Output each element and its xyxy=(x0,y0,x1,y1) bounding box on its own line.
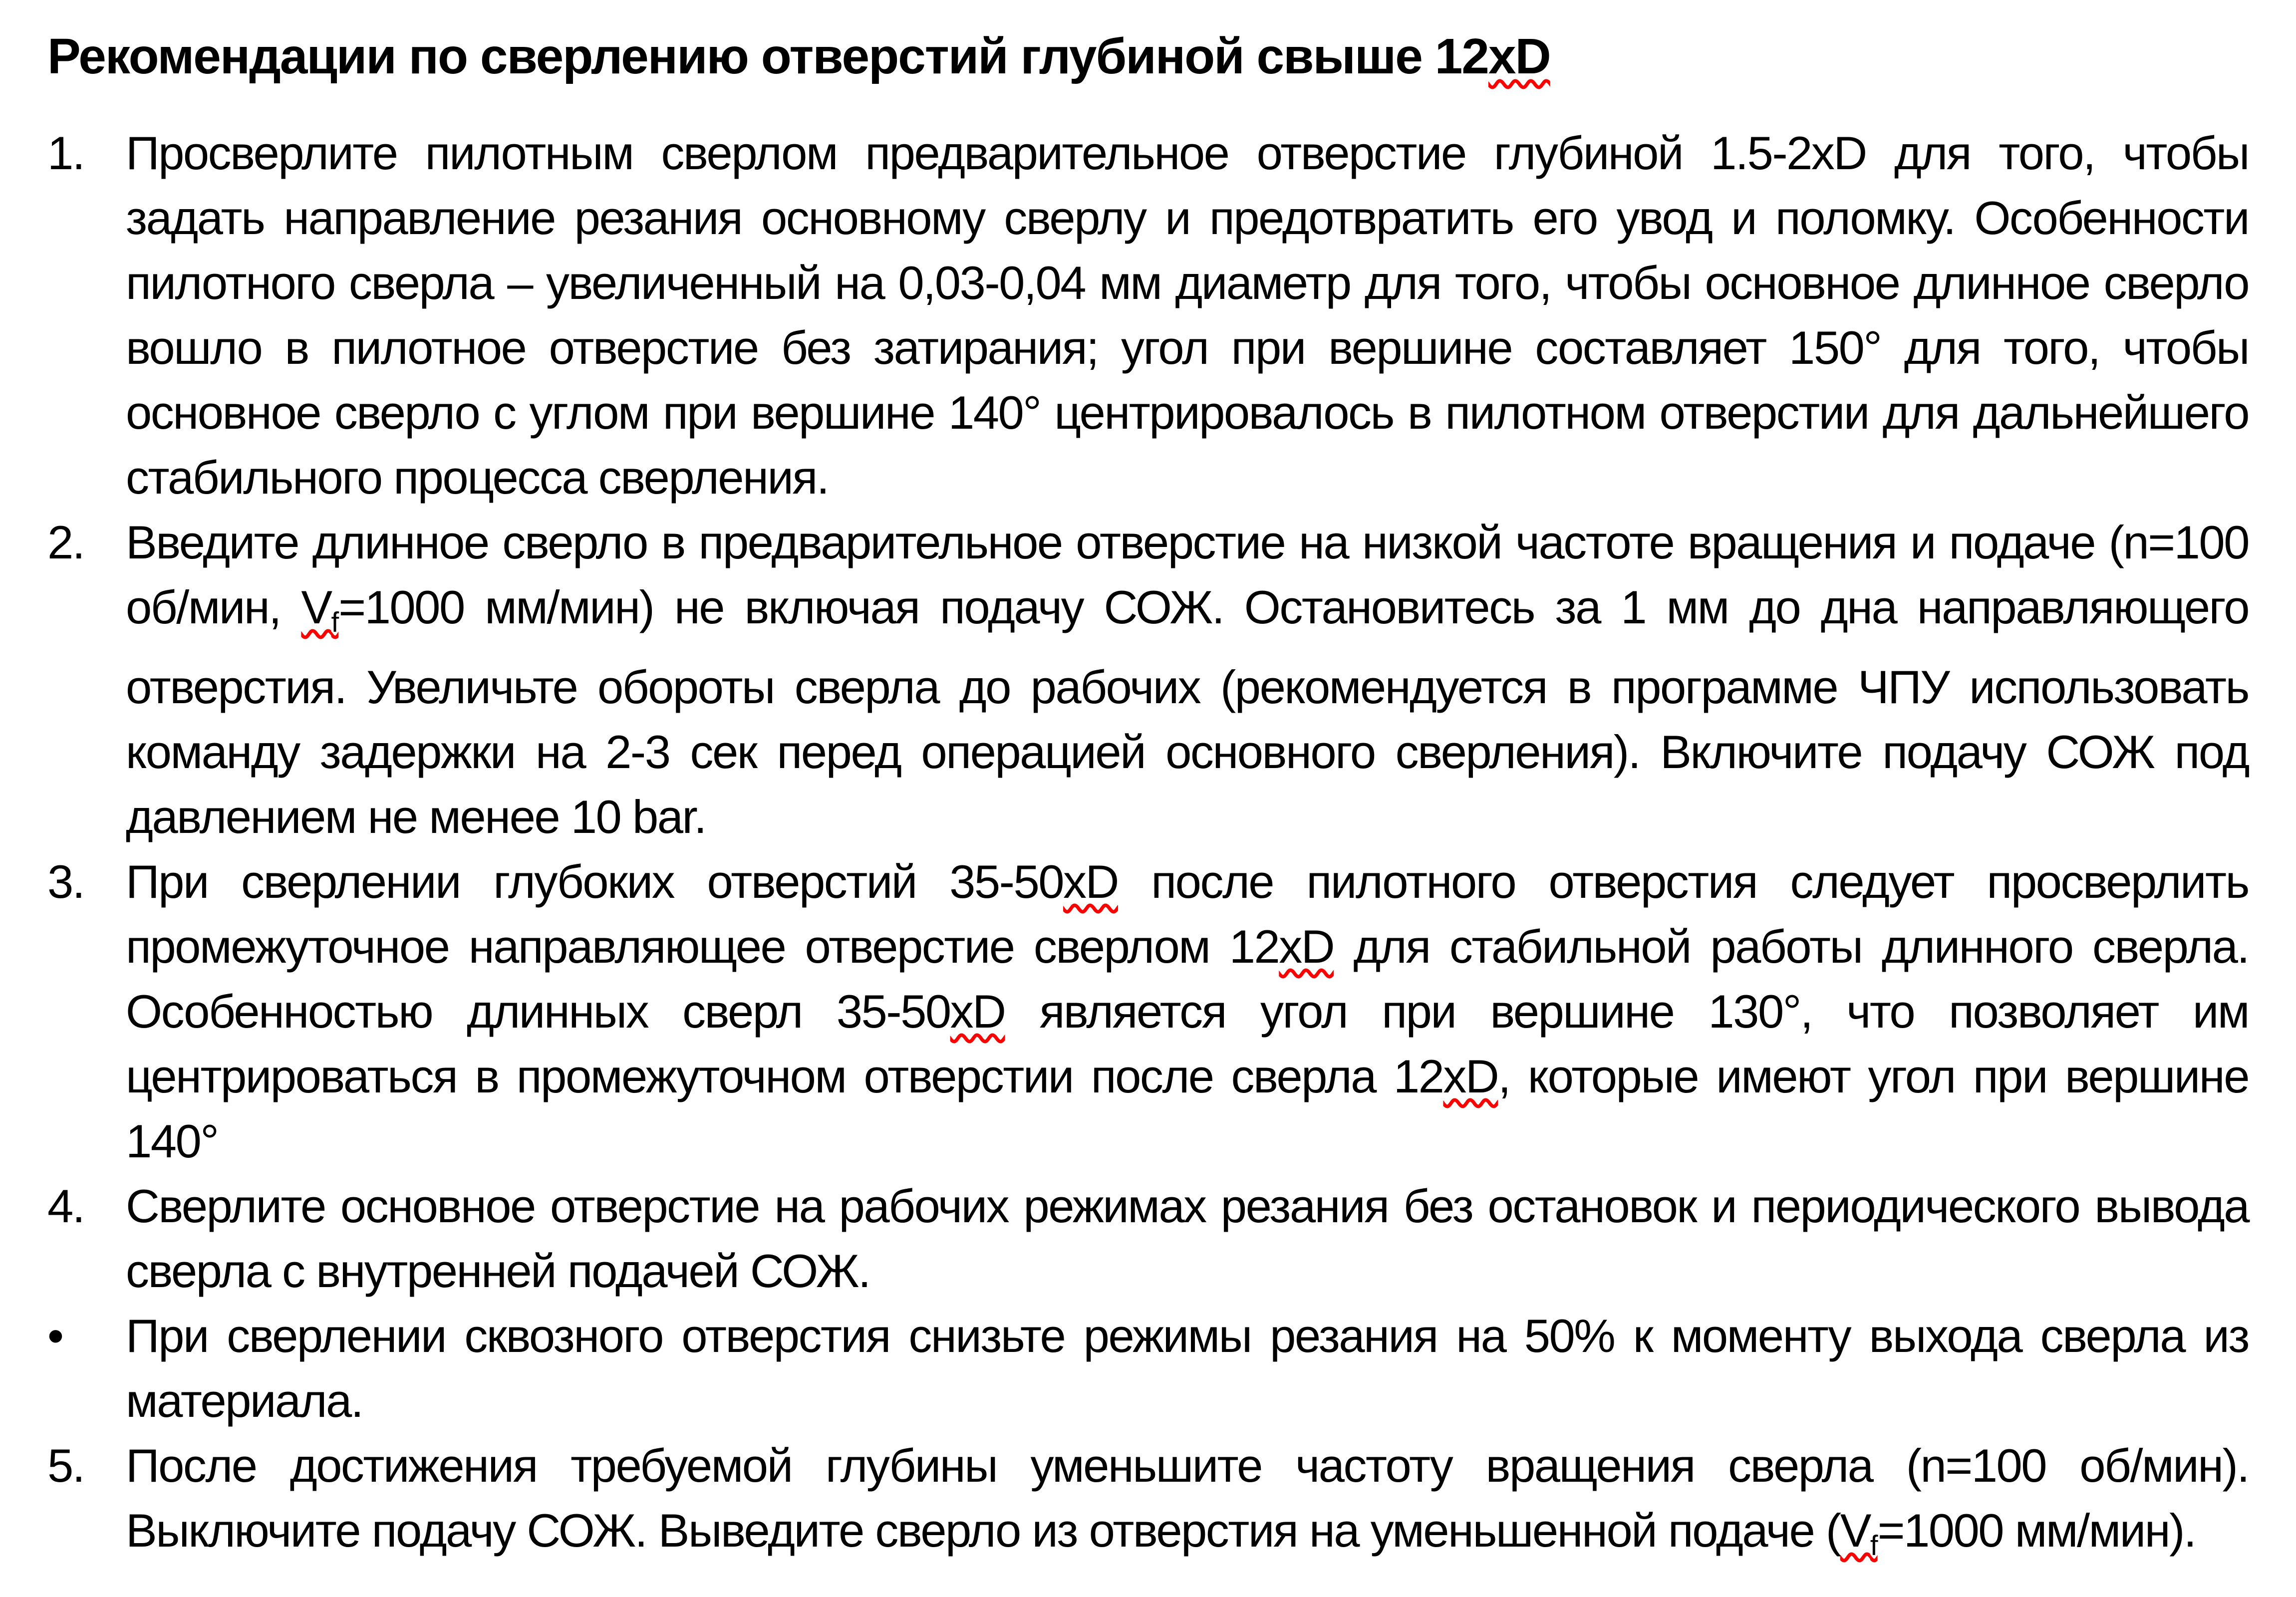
number-marker: 4. xyxy=(47,1179,84,1232)
list-item-text: При сверлении сквозного отверстия снизьте режимы резания на 50% к моменту выхода сверла из материала. xyxy=(126,1309,2249,1427)
number-marker: 2. xyxy=(47,516,84,568)
spellcheck-underline: xD xyxy=(1063,855,1118,908)
spellcheck-underline: xD xyxy=(1488,28,1550,84)
list-item-text: После достижения требуемой глубины уменьшите частоту вращения сверла (n=100 об/мин). Выключите подачу СОЖ. Выведите сверло из отверстия на уменьшенной подаче ($V_f=1000$ мм/мин). xyxy=(126,1439,2249,1561)
numbered-list-item xyxy=(47,510,2249,849)
numbered-list-item xyxy=(47,849,2249,1174)
number-marker: 3. xyxy=(47,855,84,908)
document-title: Рекомендации по сверлению отверстий глубиной свыше 12xD xyxy=(47,28,1550,84)
list-item-text: Введите длинное сверло в предварительное отверстие на низкой частоте вращения и подаче (n=100 об/мин, $V_f=1000$ мм/мин) не включая подачу СОЖ. Остановитесь за 1 мм до дна направляющего отверстия. Увеличьте обороты сверла до рабочих (рекомендуется в программе ЧПУ использовать команду задержки на 2-3 сек перед операцией основного сверления). Включите подачу СОЖ под давлением не менее 10 bar. xyxy=(126,516,2249,843)
bullet-marker: • xyxy=(47,1309,63,1362)
spellcheck-underline: $V_f$ xyxy=(301,581,339,638)
spellcheck-underline: $V_f$ xyxy=(1840,1504,1878,1561)
numbered-list-item xyxy=(47,121,2249,510)
number-marker: 1. xyxy=(47,127,84,179)
number-marker: 5. xyxy=(47,1439,84,1492)
list-item-text: При сверлении глубоких отверстий 35-50xD после пилотного отверстия следует просверлить промежуточное направляющее отверстие сверлом 12xD для стабильной работы длинного сверла. Особенностью длинных сверл 35-50xD является угол при вершине 130°, что позволяет им центрироваться в промежуточном отверстии после сверла 12xD, которые имеют угол при вершине 140° xyxy=(126,855,2249,1167)
recommendations-list xyxy=(47,121,2249,1578)
numbered-list-item xyxy=(47,1174,2249,1304)
spellcheck-underline: xD xyxy=(1443,1050,1498,1102)
list-item-text: Просверлите пилотным сверлом предварительное отверстие глубиной 1.5-2xD для того, чтобы задать направление резания основному сверлу и предотвратить его увод и поломку. Особенности пилотного сверла – увеличенный на 0,03-0,04 мм диаметр для того, чтобы основное длинное сверло вошло в пилотное отверстие без затирания; угол при вершине составляет 150° для того, чтобы основное сверло с углом при вершине 140° центрировалось в пилотном отверстии для дальнейшего стабильного процесса сверления. xyxy=(126,127,2249,504)
bullet-list-item xyxy=(47,1304,2249,1433)
list-item-text: Сверлите основное отверстие на рабочих режимах резания без остановок и периодического вывода сверла с внутренней подачей СОЖ. xyxy=(126,1179,2249,1297)
spellcheck-underline: xD xyxy=(1279,920,1334,973)
spellcheck-underline: xD xyxy=(950,985,1005,1038)
numbered-list-item xyxy=(47,1433,2249,1578)
